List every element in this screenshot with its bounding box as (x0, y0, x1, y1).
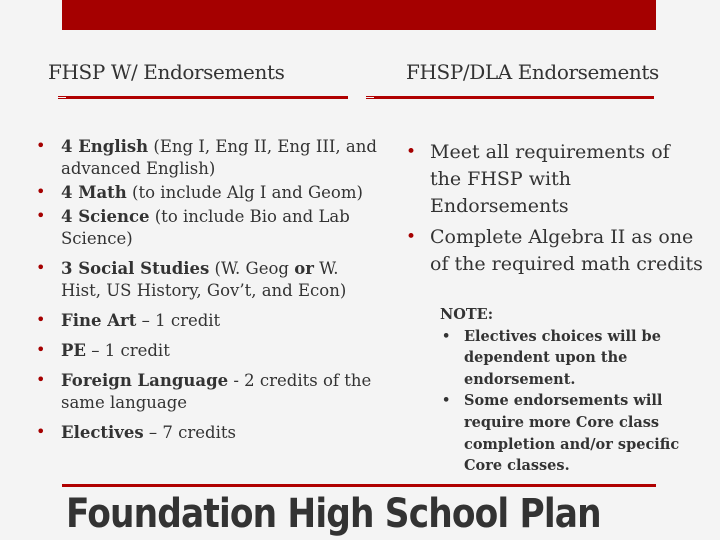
bullet-icon: • (36, 206, 46, 225)
bullet-icon: • (36, 182, 46, 201)
list-item (404, 224, 704, 278)
note-list (440, 326, 700, 477)
item-bold-label: 4 Science (61, 207, 150, 226)
item-bold-label: 4 English (61, 137, 149, 156)
footer-title: Foundation High School Plan (66, 491, 601, 537)
bullet-icon: • (406, 227, 417, 247)
bullet-icon: • (36, 422, 46, 441)
bullet-icon: • (36, 310, 46, 329)
bullet-icon: • (36, 258, 46, 277)
bullet-icon: • (442, 328, 451, 344)
list-item (36, 206, 381, 250)
list-item (36, 310, 381, 332)
footer-rule (62, 484, 656, 487)
item-text: - 2 credits of the same language (61, 371, 372, 412)
bullet-icon: • (36, 370, 46, 389)
item-text: (to include Bio and Lab Science) (61, 207, 350, 248)
item-text: Electives choices will be dependent upon the endorsement. (464, 327, 661, 388)
left-column-heading: FHSP W/ Endorsements (48, 60, 285, 84)
right-column-heading: FHSP/DLA Endorsements (406, 60, 659, 84)
list-item (36, 182, 381, 204)
item-bold-or: or (294, 259, 314, 278)
list-item (404, 139, 704, 220)
item-text: (to include Alg I and Geom) (126, 183, 363, 202)
item-text: (Eng I, Eng II, Eng III, and advanced English) (61, 137, 377, 178)
bullet-icon: • (36, 136, 46, 155)
list-item (36, 258, 381, 302)
item-text: Meet all requirements of the FHSP with Endorsements (430, 141, 670, 217)
item-text: (W. Geog (209, 259, 295, 278)
item-bold-label: PE (61, 341, 86, 360)
item-bold-label: 4 Math (61, 183, 127, 202)
item-bold-label: Fine Art (61, 311, 137, 330)
bullet-icon: • (442, 393, 451, 409)
list-item (36, 340, 381, 362)
note-label: NOTE: (440, 306, 494, 323)
item-text: Some endorsements will require more Core class completion and/or specific Core classes. (464, 392, 680, 475)
top-accent-bar (62, 0, 656, 30)
list-item (36, 422, 381, 444)
item-text: Complete Algebra II as one of the required math credits (430, 226, 703, 275)
note-block (440, 304, 700, 477)
item-text: – 1 credit (85, 341, 170, 360)
left-heading-rule (58, 96, 348, 99)
list-item (440, 390, 700, 476)
item-bold-label: Electives (61, 423, 144, 442)
right-heading-rule (366, 96, 654, 99)
right-requirements-list (404, 139, 704, 282)
item-bold-label: 3 Social Studies (61, 259, 210, 278)
item-text: – 7 credits (143, 423, 236, 442)
list-item (36, 370, 381, 414)
list-item (440, 326, 700, 391)
left-requirements-list (36, 136, 381, 452)
bullet-icon: • (406, 142, 417, 162)
item-bold-label: Foreign Language (61, 371, 229, 390)
item-text: W. Hist, US History, Gov’t, and Econ) (61, 259, 347, 300)
list-item (36, 136, 381, 180)
item-text: – 1 credit (136, 311, 221, 330)
bullet-icon: • (36, 340, 46, 359)
